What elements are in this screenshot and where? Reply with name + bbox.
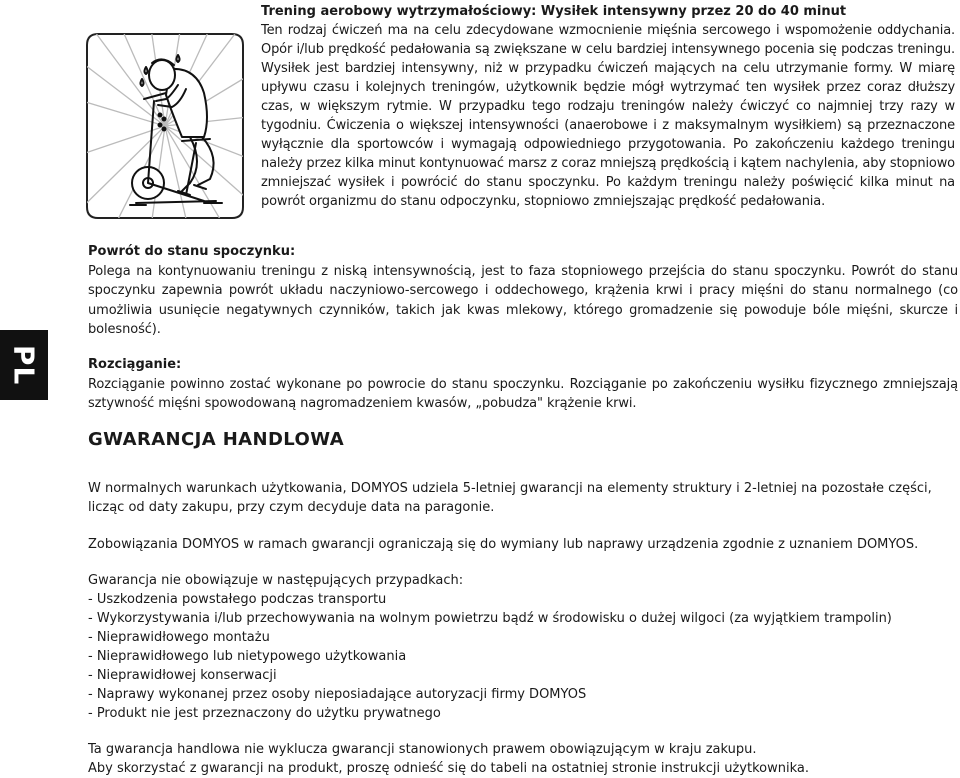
stretching-text: Rozciąganie powinno zostać wykonane po powrocie do stanu spoczynku. Rozciąganie po zakończeniu wysiłku fizycznego zmniejszają sztywność mięśni spowodowaną nagromadzeniem kwasów, „pobudza" krążenie krwi.	[88, 376, 958, 411]
exclusion-item: - Uszkodzenia powstałego podczas transportu	[88, 592, 387, 607]
exclusion-item: - Nieprawidłowej konserwacji	[88, 668, 277, 683]
aerobic-training-section	[261, 2, 955, 211]
exclusion-item: - Produkt nie jest przeznaczony do użytku prywatnego	[88, 706, 441, 721]
warranty-exclusions-intro: Gwarancja nie obowiązuje w następujących przypadkach:	[88, 573, 464, 588]
warranty-obligations	[88, 535, 958, 554]
exclusion-item: - Wykorzystywania i/lub przechowywania na wolnym powietrzu bądź w środowisku o dużej wilgoci (za wyjątkiem trampolin)	[88, 611, 892, 626]
cooldown-text: Polega na kontynuowaniu treningu z niską intensywnością, jest to faza stopniowego przejścia do stanu spoczynku. Powrót do stanu spoczynku zapewnia powrót układu naczyniowo-sercowego i oddechowego, krążenia krwi i pracy mięśni do stanu normalnego (co umożliwia usunięcie negatywnych czynników, takich jak kwas mlekowy, którego gromadzenie się powoduje bóle mięśni, skurcze i bolesność).	[88, 263, 958, 337]
cooldown-title: Powrót do stanu spoczynku:	[88, 244, 296, 259]
warranty-paragraph-3: Ta gwarancja handlowa nie wyklucza gwarancji stanowionych prawem obowiązującym w kraju zakupu.	[88, 742, 757, 757]
cooldown-section	[88, 242, 958, 340]
exclusion-item: - Naprawy wykonanej przez osoby nieposiadające autoryzacji firmy DOMYOS	[88, 687, 587, 702]
aerobic-training-title: Trening aerobowy wytrzymałościowy: Wysiłek intensywny przez 20 do 40 minut	[261, 4, 847, 19]
warranty-paragraph-4: Aby skorzystać z gwarancji na produkt, proszę odnieść się do tabeli na ostatniej stronie instrukcji użytkownika.	[88, 761, 809, 776]
stretching-title: Rozciąganie:	[88, 357, 182, 372]
warranty-exclusions	[88, 571, 958, 723]
warranty-footer	[88, 740, 958, 778]
warranty-paragraph-1: W normalnych warunkach użytkowania, DOMYOS udziela 5-letniej gwarancji na elementy struktury i 2-letniej na pozostałe części, licząc od daty zakupu, przy czym decyduje data na paragonie.	[88, 481, 932, 515]
exclusion-item: - Nieprawidłowego lub nietypowego użytkowania	[88, 649, 407, 664]
exercise-bike-illustration	[86, 33, 244, 219]
stretching-section	[88, 355, 958, 414]
aerobic-training-text: Ten rodzaj ćwiczeń ma na celu zdecydowane wzmocnienie mięśnia sercowego i wspomożenie oddychania. Opór i/lub prędkość pedałowania są zwiększane w celu bardziej intensywnego pocenia się podczas treningu. Wysiłek jest bardziej intensywny, niż w przypadku ćwiczeń mających na celu utrzymanie formy. W miarę upływu czasu i kolejnych treningów, użytkownik będzie mógł wytrzymać ten wysiłek przez coraz dłuższy czas, w większym rytmie. W przypadku tego rodzaju treningów należy ćwiczyć co najmniej trzy razy w tygodniu. Ćwiczenia o większej intensywności (anaerobowe i z maksymalnym wysiłkiem) są przeznaczone wyłącznie dla sportowców i wymagają odpowiedniego przygotowania. Po zakończeniu każdego treningu należy przez kilka minut kontynuować marsz z coraz mniejszą prędkością i kątem nachylenia, aby stopniowo zmniejszać wysiłek i powrócić do stanu spoczynku. Po każdym treningu należy poświęcić kilka minut na powrót organizmu do stanu odpoczynku, stopniowo zmniejszając prędkość pedałowania.	[261, 23, 955, 209]
language-tab	[0, 330, 48, 400]
warranty-terms	[88, 479, 958, 517]
warranty-exclusions-list	[88, 590, 958, 723]
warranty-paragraph-2: Zobowiązania DOMYOS w ramach gwarancji ograniczają się do wymiany lub naprawy urządzenia zgodnie z uznaniem DOMYOS.	[88, 537, 919, 552]
language-tab-label: PL	[7, 344, 41, 386]
warranty-heading: GWARANCJA HANDLOWA	[88, 429, 345, 450]
exclusion-item: - Nieprawidłowego montażu	[88, 630, 270, 645]
